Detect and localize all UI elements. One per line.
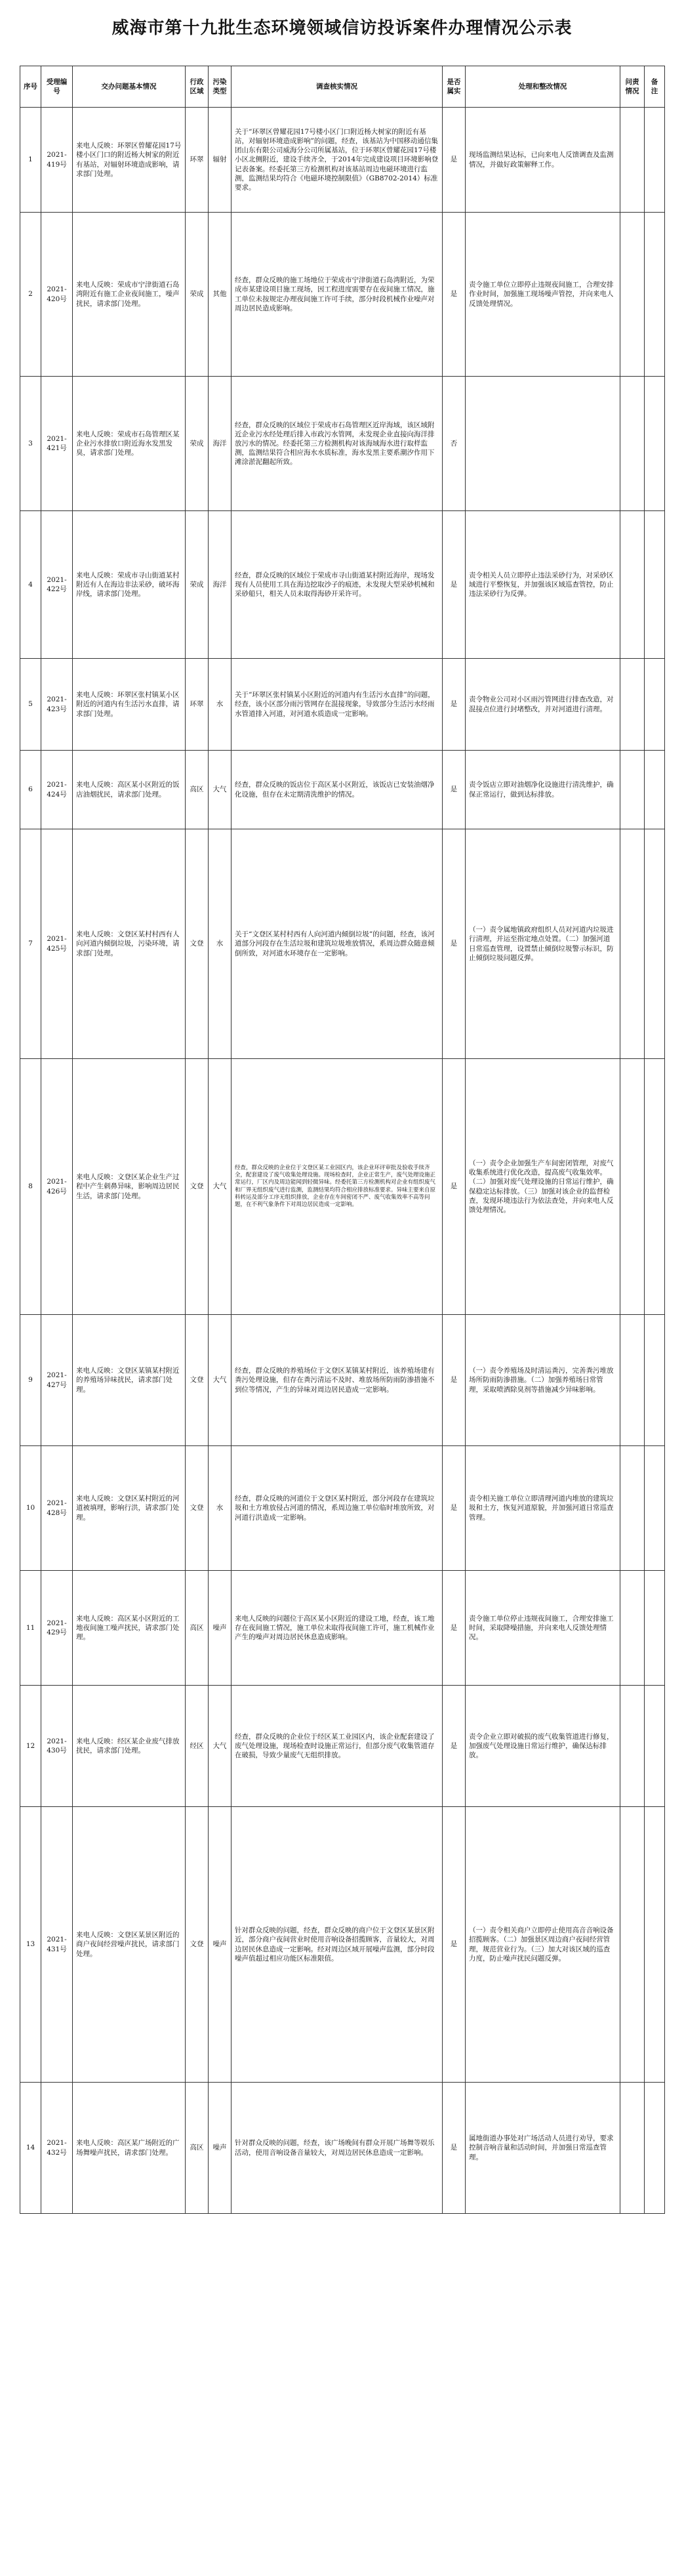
col-header-no: 序号 [20, 66, 41, 108]
row-note [645, 1059, 665, 1315]
table-row [20, 377, 665, 511]
row-issue: 来电人反映：环翠区张村镇某小区附近的河道内有生活污水直排，请求部门处理。 [73, 659, 186, 751]
row-fact: 是 [443, 1059, 466, 1315]
row-no: 3 [20, 377, 41, 511]
row-issue: 来电人反映：经区某企业废气排放扰民，请求部门处理。 [73, 1686, 186, 1807]
row-no: 1 [20, 108, 41, 213]
row-type: 大气 [209, 1686, 231, 1807]
col-header-account: 问责情况 [620, 66, 645, 108]
row-type: 水 [209, 829, 231, 1059]
row-id: 2021-427号 [41, 1315, 73, 1446]
row-fact: 是 [443, 1807, 466, 2083]
row-handling: （一）责令养殖场及时清运粪污，完善粪污堆放场所防雨防渗措施。（二）加强养殖场日常管理，采取喷洒除臭剂等措施减少异味影响。 [466, 1315, 620, 1446]
row-note [645, 1571, 665, 1686]
row-note [645, 1686, 665, 1807]
row-id: 2021-426号 [41, 1059, 73, 1315]
row-survey: 针对群众反映的问题，经查，该广场晚间有群众开展广场舞等娱乐活动，使用音响设备音量较大，对周边居民休息造成一定影响。 [231, 2083, 443, 2214]
row-handling: 责令相关人员立即停止违法采砂行为，对采砂区域进行平整恢复，并加强该区域巡查管控，防止违法采砂行为反弹。 [466, 511, 620, 659]
col-header-handling: 处理和整改情况 [466, 66, 620, 108]
row-issue: 来电人反映：文登区某村村西有人向河道内倾倒垃圾，污染环境，请求部门处理。 [73, 829, 186, 1059]
row-account [620, 1571, 645, 1686]
table-row [20, 213, 665, 377]
row-no: 10 [20, 1446, 41, 1571]
row-note [645, 829, 665, 1059]
col-header-fact: 是否属实 [443, 66, 466, 108]
row-fact: 否 [443, 377, 466, 511]
row-id: 2021-432号 [41, 2083, 73, 2214]
row-account [620, 1686, 645, 1807]
row-survey: 经查，群众反映的河道位于文登区某村附近，部分河段存在建筑垃圾和土方堆放侵占河道的情况，系周边施工单位临时堆放所致，对河道行洪造成一定影响。 [231, 1446, 443, 1571]
row-handling: 现场监测结果达标，已向来电人反馈调查及监测情况，并做好政策解释工作。 [466, 108, 620, 213]
row-handling: 责令企业立即对破损的废气收集管道进行修复，加强废气处理设施日常运行维护，确保达标排放。 [466, 1686, 620, 1807]
row-handling: 责令饭店立即对油烟净化设施进行清洗维护，确保正常运行，做到达标排放。 [466, 751, 620, 829]
col-header-survey: 调查核实情况 [231, 66, 443, 108]
row-issue: 来电人反映：荣成市石岛管理区某企业污水排放口附近海水发黑发臭，请求部门处理。 [73, 377, 186, 511]
row-handling: 责令施工单位停止违规夜间施工，合理安排施工时间，采取降噪措施，并向来电人反馈处理情况。 [466, 1571, 620, 1686]
row-id: 2021-423号 [41, 659, 73, 751]
table-row [20, 511, 665, 659]
row-survey: 经查，群众反映的饭店位于高区某小区附近，该饭店已安装油烟净化设施，但存在未定期清洗维护的情况。 [231, 751, 443, 829]
row-id: 2021-421号 [41, 377, 73, 511]
row-handling: （一）责令属地镇政府组织人员对河道内垃圾进行清理，并运至指定地点处置。（二）加强河道日常巡查管理，设置禁止倾倒垃圾警示标识，防止倾倒垃圾问题反弹。 [466, 829, 620, 1059]
row-id: 2021-424号 [41, 751, 73, 829]
row-no: 2 [20, 213, 41, 377]
row-fact: 是 [443, 108, 466, 213]
row-account [620, 829, 645, 1059]
row-issue: 来电人反映：荣成市寻山街道某村附近有人在海边非法采砂，破坏海岸线，请求部门处理。 [73, 511, 186, 659]
row-issue: 来电人反映：荣成市宁津街道石岛湾附近有施工企业夜间施工，噪声扰民，请求部门处理。 [73, 213, 186, 377]
row-type: 其他 [209, 213, 231, 377]
table-row [20, 751, 665, 829]
row-handling: 责令相关施工单位立即清理河道内堆放的建筑垃圾和土方，恢复河道原貌，并加强河道日常巡查管理。 [466, 1446, 620, 1571]
row-area: 高区 [186, 2083, 209, 2214]
cases-table [20, 66, 665, 2214]
row-issue: 来电人反映：文登区某企业生产过程中产生刺鼻异味，影响周边居民生活，请求部门处理。 [73, 1059, 186, 1315]
row-id: 2021-431号 [41, 1807, 73, 2083]
row-no: 13 [20, 1807, 41, 2083]
row-account [620, 1807, 645, 2083]
row-fact: 是 [443, 2083, 466, 2214]
row-area: 高区 [186, 1571, 209, 1686]
row-note [645, 1315, 665, 1446]
row-type: 大气 [209, 1059, 231, 1315]
row-id: 2021-430号 [41, 1686, 73, 1807]
table-row [20, 1059, 665, 1315]
row-issue: 来电人反映：高区某小区附近的工地夜间施工噪声扰民，请求部门处理。 [73, 1571, 186, 1686]
row-type: 噪声 [209, 1807, 231, 2083]
table-row [20, 1315, 665, 1446]
row-area: 荣成 [186, 511, 209, 659]
table-row [20, 2083, 665, 2214]
row-area: 荣成 [186, 213, 209, 377]
row-fact: 是 [443, 1315, 466, 1446]
row-area: 文登 [186, 1315, 209, 1446]
row-note [645, 511, 665, 659]
row-no: 7 [20, 829, 41, 1059]
row-issue: 来电人反映：高区某广场附近的广场舞噪声扰民，请求部门处理。 [73, 2083, 186, 2214]
row-survey: 关于“环翠区张村镇某小区附近的河道内有生活污水直排”的问题，经查，该小区部分雨污管网存在混接现象，导致部分生活污水经雨水管道排入河道，对河道水质造成一定影响。 [231, 659, 443, 751]
row-type: 大气 [209, 751, 231, 829]
col-header-type: 污染类型 [209, 66, 231, 108]
row-account [620, 751, 645, 829]
row-note [645, 659, 665, 751]
row-type: 辐射 [209, 108, 231, 213]
row-type: 海洋 [209, 511, 231, 659]
row-fact: 是 [443, 659, 466, 751]
row-area: 文登 [186, 1807, 209, 2083]
row-account [620, 1446, 645, 1571]
row-survey: 经查，群众反映的企业位于经区某工业园区内，该企业配套建设了废气处理设施，现场检查时设施正常运行，但部分废气收集管道存在破损，导致少量废气无组织排放。 [231, 1686, 443, 1807]
row-survey: 关于“文登区某村村西有人向河道内倾倒垃圾”的问题，经查，该河道部分河段存在生活垃圾和建筑垃圾堆放情况，系周边群众随意倾倒所致，对河道水环境存在一定影响。 [231, 829, 443, 1059]
row-note [645, 751, 665, 829]
row-issue: 来电人反映：高区某小区附近的饭店油烟扰民，请求部门处理。 [73, 751, 186, 829]
row-id: 2021-429号 [41, 1571, 73, 1686]
col-header-id: 受理编号 [41, 66, 73, 108]
row-fact: 是 [443, 1446, 466, 1571]
row-id: 2021-422号 [41, 511, 73, 659]
row-handling: （一）责令企业加强生产车间密闭管理，对废气收集系统进行优化改造，提高废气收集效率。（二）加强对废气处理设施的日常运行维护，确保稳定达标排放。（三）加强对该企业的监督检查，发现环境违法行为依法查处，并向来电人反馈处理情况。 [466, 1059, 620, 1315]
row-note [645, 1446, 665, 1571]
row-note [645, 213, 665, 377]
col-header-issue: 交办问题基本情况 [73, 66, 186, 108]
row-no: 5 [20, 659, 41, 751]
row-issue: 来电人反映：文登区某景区附近的商户夜间经营噪声扰民，请求部门处理。 [73, 1807, 186, 2083]
row-area: 文登 [186, 1059, 209, 1315]
row-no: 14 [20, 2083, 41, 2214]
row-id: 2021-425号 [41, 829, 73, 1059]
row-fact: 是 [443, 1686, 466, 1807]
row-handling: 责令施工单位立即停止违规夜间施工，合理安排作业时间，加强施工现场噪声管控，并向来电人反馈处理情况。 [466, 213, 620, 377]
row-fact: 是 [443, 511, 466, 659]
table-row [20, 1686, 665, 1807]
row-survey: 经查，群众反映的区域位于荣成市石岛管理区近岸海域，该区域附近企业污水经处理后排入市政污水管网，未发现企业直接向海洋排放污水的情况。经委托第三方检测机构对该海域海水进行取样监测，监测结果符合相应海水水质标准，海水发黑主要系潮汐作用下滩涂淤泥翻起所致。 [231, 377, 443, 511]
row-no: 6 [20, 751, 41, 829]
row-survey: 经查，群众反映的区域位于荣成市寻山街道某村附近海岸，现场发现有人员使用工具在海边挖取沙子的痕迹，未发现大型采砂机械和采砂船只，相关人员未取得海砂开采许可。 [231, 511, 443, 659]
row-account [620, 377, 645, 511]
table-row [20, 1571, 665, 1686]
row-no: 12 [20, 1686, 41, 1807]
row-account [620, 659, 645, 751]
row-fact: 是 [443, 1571, 466, 1686]
row-no: 8 [20, 1059, 41, 1315]
row-area: 高区 [186, 751, 209, 829]
row-account [620, 108, 645, 213]
row-type: 水 [209, 659, 231, 751]
row-account [620, 1059, 645, 1315]
row-area: 荣成 [186, 377, 209, 511]
row-handling: （一）责令相关商户立即停止使用高音音响设备招揽顾客。（二）加强景区周边商户夜间经营管理，规范营业行为。（三）加大对该区域的巡查力度，防止噪声扰民问题反弹。 [466, 1807, 620, 2083]
row-account [620, 213, 645, 377]
row-id: 2021-428号 [41, 1446, 73, 1571]
row-type: 噪声 [209, 1571, 231, 1686]
row-fact: 是 [443, 829, 466, 1059]
row-note [645, 377, 665, 511]
table-header-row [20, 66, 665, 108]
table-row [20, 659, 665, 751]
page-title: 威海市第十九批生态环境领域信访投诉案件办理情况公示表 [111, 18, 573, 38]
row-note [645, 2083, 665, 2214]
col-header-note: 备注 [645, 66, 665, 108]
row-issue: 来电人反映：环翠区曾耀花园17号楼小区门口的附近杨大树家的附近有基站，对辐射环境造成影响，请求部门处理。 [73, 108, 186, 213]
row-type: 大气 [209, 1315, 231, 1446]
row-area: 经区 [186, 1686, 209, 1807]
row-issue: 来电人反映：文登区某村附近的河道被填埋，影响行洪，请求部门处理。 [73, 1446, 186, 1571]
row-survey: 经查，群众反映的施工场地位于荣成市宁津街道石岛湾附近，为荣成市某建设项目施工现场，因工程进度需要存在夜间施工情况，施工单位未按规定办理夜间施工许可手续，部分时段机械作业噪声对周边居民造成影响。 [231, 213, 443, 377]
row-area: 环翠 [186, 659, 209, 751]
row-type: 海洋 [209, 377, 231, 511]
row-survey: 经查，群众反映的养殖场位于文登区某镇某村附近，该养殖场建有粪污处理设施，但存在粪污清运不及时、堆放场所防雨防渗措施不到位等情况，产生的异味对周边居民造成一定影响。 [231, 1315, 443, 1446]
row-area: 文登 [186, 829, 209, 1059]
row-fact: 是 [443, 751, 466, 829]
row-no: 11 [20, 1571, 41, 1686]
row-handling: 属地街道办事处对广场活动人员进行劝导，要求控制音响音量和活动时间，并加强日常巡查管理。 [466, 2083, 620, 2214]
row-id: 2021-420号 [41, 213, 73, 377]
row-survey: 经查，群众反映的企业位于文登区某工业园区内，该企业环评审批及验收手续齐全，配套建设了废气收集处理设施。现场检查时，企业正常生产，废气处理设施正常运行，厂区内及周边能闻到轻微异味。经委托第三方检测机构对企业有组织废气和厂界无组织废气进行监测，监测结果均符合相应排放标准要求。异味主要来自原料转运及部分工序无组织排放，企业存在车间密闭不严、废气收集效率不高等问题，在不利气象条件下对周边居民造成一定影响。 [231, 1059, 443, 1315]
row-survey: 关于“环翠区曾耀花园17号楼小区门口附近杨大树家的附近有基站，对辐射环境造成影响”的问题，经查，该基站为中国移动通信集团山东有限公司威海分公司所属基站，位于环翠区曾耀花园17号楼小区北侧附近，建设手续齐全，于2014年完成建设项目环境影响登记表备案。经委托第三方检测机构对该基站周边电磁环境进行监测，监测结果均符合《电磁环境控制限值》（GB8702-2014）标准要求。 [231, 108, 443, 213]
table-row [20, 829, 665, 1059]
row-type: 水 [209, 1446, 231, 1571]
row-fact: 是 [443, 213, 466, 377]
row-area: 环翠 [186, 108, 209, 213]
row-account [620, 511, 645, 659]
table-row [20, 1446, 665, 1571]
row-no: 4 [20, 511, 41, 659]
row-no: 9 [20, 1315, 41, 1446]
table-row [20, 1807, 665, 2083]
row-note [645, 1807, 665, 2083]
row-handling [466, 377, 620, 511]
row-issue: 来电人反映：文登区某镇某村附近的养殖场异味扰民，请求部门处理。 [73, 1315, 186, 1446]
table-row [20, 108, 665, 213]
row-area: 文登 [186, 1446, 209, 1571]
row-survey: 针对群众反映的问题，经查，群众反映的商户位于文登区某景区附近，部分商户夜间营业时使用音响设备招揽顾客，音量较大，对周边居民休息造成一定影响。经对周边区域开展噪声监测，部分时段噪声值超过相应功能区标准限值。 [231, 1807, 443, 2083]
row-note [645, 108, 665, 213]
row-account [620, 1315, 645, 1446]
col-header-area: 行政区域 [186, 66, 209, 108]
row-account [620, 2083, 645, 2214]
row-type: 噪声 [209, 2083, 231, 2214]
row-handling: 责令物业公司对小区雨污管网进行排查改造，对混接点位进行封堵整改，并对河道进行清理。 [466, 659, 620, 751]
row-id: 2021-419号 [41, 108, 73, 213]
row-survey: 来电人反映的问题位于高区某小区附近的建设工地，经查，该工地存在夜间施工情况，施工单位未取得夜间施工许可，施工机械作业产生的噪声对周边居民休息造成影响。 [231, 1571, 443, 1686]
